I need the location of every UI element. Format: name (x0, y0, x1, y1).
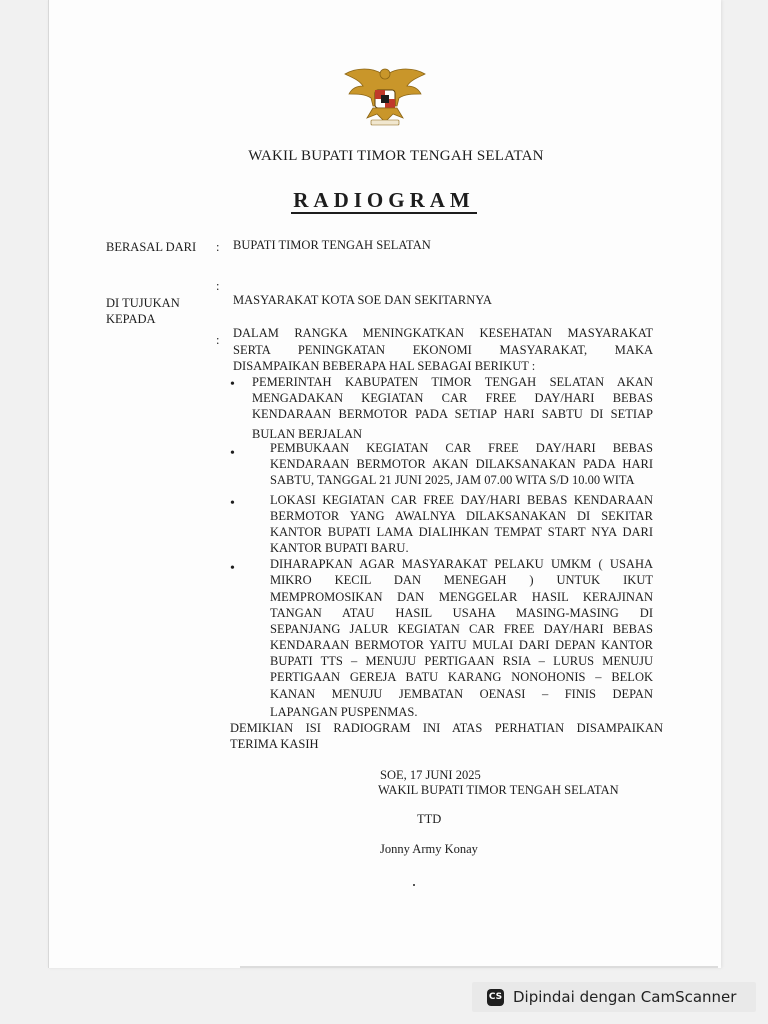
intro-line-3: DISAMPAIKAN BEBERAPA HAL SEBAGAI BERIKUT : (233, 359, 536, 373)
point-4-line-7: BUPATI TTS – MENUJU PERTIGAAN RSIA – LURUS MENUJU (270, 654, 653, 668)
signatory-name: Jonny Army Konay (380, 842, 478, 856)
point-1-line-4: BULAN BERJALAN (252, 427, 363, 441)
signature-place-date: SOE, 17 JUNI 2025 (380, 768, 481, 782)
closing-line-1: DEMIKIAN ISI RADIOGRAM INI ATAS PERHATIAN DISAMPAIKAN (230, 721, 663, 735)
signature-position: WAKIL BUPATI TIMOR TENGAH SELATAN (378, 783, 619, 797)
document-title (0, 188, 768, 213)
to-value: MASYARAKAT KOTA SOE DAN SEKITARNYA (233, 293, 492, 307)
to-label-line2: KEPADA (106, 312, 156, 326)
bullet-1: • (230, 377, 235, 392)
point-1-line-3: KENDARAAN BERMOTOR PADA SETIAP HARI SABTU DI SETIAP (252, 407, 653, 421)
point-3-line-1: LOKASI KEGIATAN CAR FREE DAY/HARI BEBAS KENDARAAN (270, 493, 653, 507)
point-4-line-2: MIKRO KECIL DAN MENEGAH ) UNTUK IKUT (270, 573, 653, 587)
bullet-4: • (230, 561, 235, 576)
point-1-line-1: PEMERINTAH KABUPATEN TIMOR TENGAH SELATAN AKAN (252, 375, 653, 389)
point-2-line-2: KENDARAAN BERMOTOR AKAN DILAKSANAKAN PADA HARI (270, 457, 653, 471)
point-4-line-1: DIHARAPKAN AGAR MASYARAKAT PELAKU UMKM ( USAHA (270, 557, 653, 571)
to-colon: : (216, 279, 220, 293)
point-1-line-2: MENGADAKAN KEGIATAN CAR FREE DAY/HARI BEBAS (252, 391, 653, 405)
point-4-line-9: KANAN MENUJU JEMBATAN OENASI – FINIS DEPAN (270, 687, 653, 701)
point-2-line-1: PEMBUKAAN KEGIATAN CAR FREE DAY/HARI BEBAS (270, 441, 653, 455)
from-value: BUPATI TIMOR TENGAH SELATAN (233, 238, 431, 252)
from-colon: : (216, 240, 220, 254)
camscanner-text: Dipindai dengan CamScanner (513, 988, 737, 1006)
signature-ttd: TTD (417, 812, 442, 826)
intro-line-2: SERTA PENINGKATAN EKONOMI MASYARAKAT, MAKA (233, 343, 653, 357)
closing-line-2: TERIMA KASIH (230, 737, 319, 751)
content-colon: : (216, 333, 220, 347)
intro-line-1: DALAM RANGKA MENINGKATKAN KESEHATAN MASYARAKAT (233, 326, 653, 340)
to-label-line1: DI TUJUKAN (106, 296, 180, 310)
point-4-line-3: MEMPROMOSIKAN DAN MENGGELAR HASIL KERAJINAN (270, 590, 653, 604)
point-4-line-6: KENDARAAN BERMOTOR YAITU MULAI DARI DEPAN KANTOR (270, 638, 653, 652)
camscanner-watermark (472, 982, 756, 1012)
point-3-line-3: KANTOR BUPATI LAMA DIALIHKAN TEMPAT START NYA DARI (270, 525, 653, 539)
point-4-line-5: SEPANJANG JALUR KEGIATAN CAR FREE DAY/HARI BEBAS (270, 622, 653, 636)
point-4-line-4: TANGAN ATAU HASIL USAHA MASING-MASING DI (270, 606, 653, 620)
point-3-line-2: BERMOTOR YANG AWALNYA DILAKSANAKAN DI SEKITAR (270, 509, 653, 523)
point-4-line-8: PERTIGAAN GEREJA BATU KARANG NONOHONIS – BELOK (270, 670, 653, 684)
bullet-2: • (230, 446, 235, 461)
scan-speck (413, 884, 415, 886)
bullet-3: • (230, 496, 235, 511)
point-2-line-3: SABTU, TANGGAL 21 JUNI 2025, JAM 07.00 WITA S/D 10.00 WITA (270, 473, 635, 487)
issuer-heading: WAKIL BUPATI TIMOR TENGAH SELATAN (248, 148, 544, 164)
from-label: BERASAL DARI (106, 240, 197, 254)
garuda-emblem-icon (343, 66, 427, 128)
point-3-line-4: KANTOR BUPATI BARU. (270, 541, 409, 555)
document-title-text: RADIOGRAM (293, 188, 475, 212)
point-4-line-10: LAPANGAN PUSPENMAS. (270, 705, 418, 719)
camscanner-logo-icon: CS (487, 989, 504, 1006)
page-edge (240, 966, 718, 968)
